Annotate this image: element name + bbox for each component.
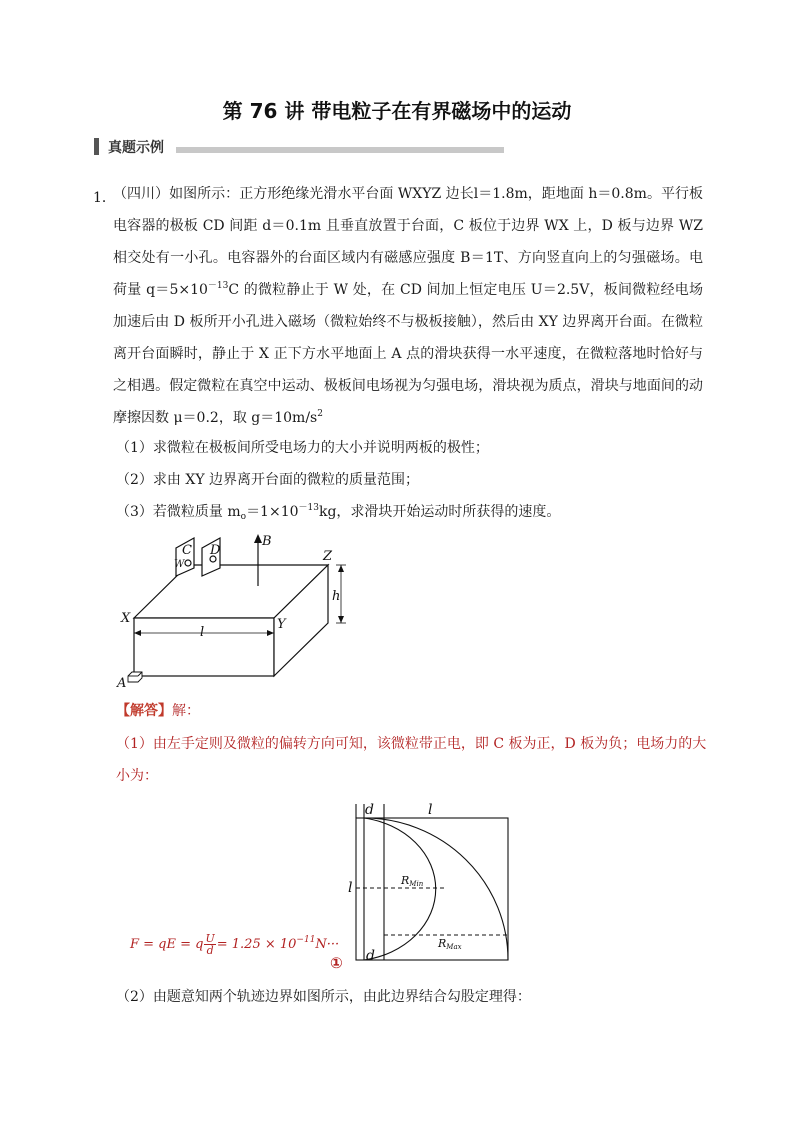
mass-exponent: －13 [298,503,319,513]
answer-tag: 【解答】 [116,703,172,719]
section-divider [176,147,504,153]
question-3-a: （3）若微粒质量 m [116,504,241,520]
label-d-bottom: d [366,948,375,964]
label-a: A [117,676,127,691]
label-r-min-sub: Min [409,880,424,888]
formula-fraction [204,933,215,956]
label-w: W [174,559,185,570]
answer-intro: 解： [172,703,200,719]
formula-unit: N··· [315,937,340,952]
label-d-top: d [365,802,374,818]
label-l-top: l [428,802,433,818]
r-min-arc [364,818,436,960]
problem-text-p2b: C 的微粒静止于 W 处，在 CD 间加上恒定电压 U＝2.5V，板间微粒经电场加速后由 D 板所开小孔进入磁场（微粒始终不与极板接触），然后由 XY 边界离开台面。在微粒离开台面瞬时，静止于 X 正下方水平地面上 A 点的滑块获得一水平速度，在微粒落地时恰好与之相遇。假定微粒在真空中运动、极板间电场视为匀强电场，滑块视为质点，滑块与地面间的动摩擦因数 μ＝0.2，取 g＝10m/s [113,282,703,426]
formula-denominator: d [206,944,214,957]
answer-header [116,700,200,720]
label-r-min [400,874,424,888]
question-1: （1）求微粒在极板间所受电场力的大小并说明两板的极性； [116,440,489,456]
charge-exponent: －13 [207,281,229,291]
label-d: D [210,543,221,558]
page-title: 第 76 讲 带电粒子在有界磁场中的运动 [222,99,572,123]
question-3-c: kg，求滑块开始运动时所获得的速度。 [318,504,561,520]
answer-1-line-1: （1）由左手定则及微粒的偏转方向可知，该微粒带正电，即 C 板为正，D 板为负；电场力的大 [116,736,707,752]
question-3-b: ＝1×10 [246,504,299,520]
label-r-max-sub: Max [446,943,462,951]
label-y: Y [277,617,286,632]
formula-lhs: F = qE = q [130,937,204,952]
problem-text [113,178,703,434]
formula-exponent: −11 [296,935,316,945]
label-x: X [121,611,131,626]
formula-rhs: = 1.25 × 10 [216,937,297,952]
label-r-max [437,937,462,951]
question-2: （2）求由 XY 边界离开台面的微粒的质量范围； [116,472,420,488]
figure-trajectory-diagram [340,792,520,972]
section-header [94,138,414,156]
label-r-min-main: R [401,874,410,887]
label-c: C [182,543,192,558]
label-h: h [332,589,341,604]
label-r-max-main: R [438,937,447,950]
label-l: l [200,625,205,640]
formula-electric-force [130,933,339,956]
label-b: B [262,534,272,549]
section-marker [94,138,99,155]
answer-2-line: （2）由题意知两个轨迹边界如图所示，由此边界结合勾股定理得： [116,989,531,1005]
problem-source: （四川） [113,186,170,202]
answer-1-line-2: 小为： [116,768,158,784]
g-exponent: 2 [317,409,323,419]
label-l-side: l [348,880,353,896]
label-z: Z [323,549,333,564]
section-title: 真题示例 [108,140,164,156]
question-3 [116,501,560,521]
formula-numerator: U [205,932,215,945]
problem-text-p1: 如图所示：正方形绝缘光滑水平台面 WXYZ 边长l＝1.8m，距地面 h＝0.8m。平行板电容器的极板 CD 间距 d＝0.1m 且垂直放置于台面，C 板位于边界 WX 上，D 板与边界 WZ 相交处有一小孔。电容器外的台面区域内有磁感应强度 B＝1T、方向竖直向上的匀强磁场。电荷量 q＝5 [113,186,704,298]
table-square [356,818,508,960]
problem-text-p2a: ×10 [178,282,208,298]
equation-number: ① [330,954,343,972]
figure-platform-diagram [110,528,360,693]
problem-number: 1． [93,190,116,206]
mass-subscript: o [240,512,247,522]
